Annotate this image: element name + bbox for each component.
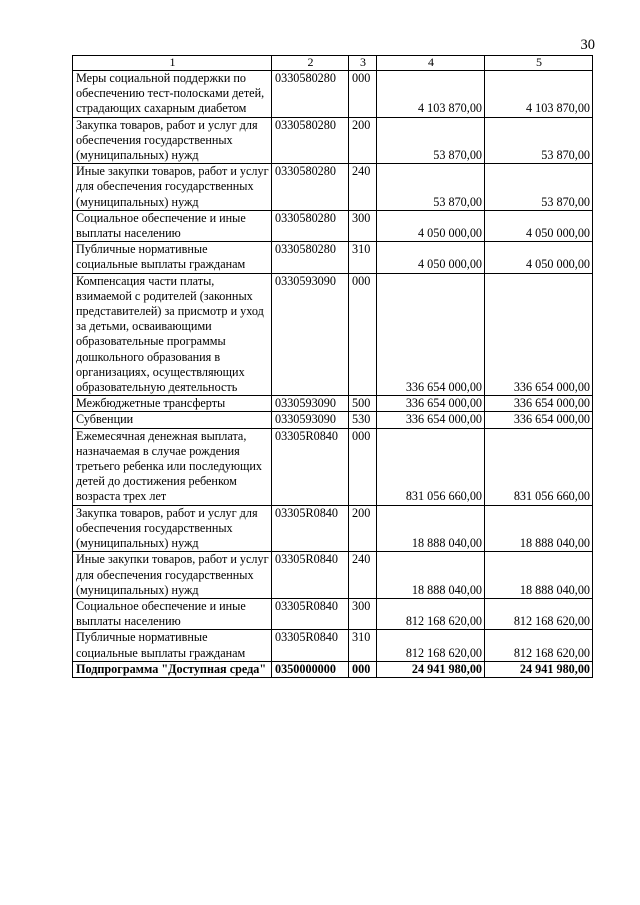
- row-code-cell: 0330593090: [272, 273, 349, 396]
- row-type-cell: 300: [349, 210, 377, 241]
- row-code-cell: 0330593090: [272, 396, 349, 412]
- row-sum-2-cell: 53 870,00: [485, 117, 593, 164]
- row-type-cell: 000: [349, 273, 377, 396]
- row-name-cell: Социальное обеспечение и иные выплаты населению: [73, 598, 272, 629]
- row-code-cell: 0330580280: [272, 164, 349, 211]
- table-body: [73, 71, 593, 678]
- row-code-cell: 0350000000: [272, 661, 349, 677]
- row-name-cell: Межбюджетные трансферты: [73, 396, 272, 412]
- header-col-1: 1: [73, 56, 272, 71]
- table-row: [73, 598, 593, 629]
- row-name-cell: Меры социальной поддержки по обеспечению тест-полосками детей, страдающих сахарным диабетом: [73, 71, 272, 118]
- row-sum-2-cell: 831 056 660,00: [485, 428, 593, 505]
- row-sum-1-cell: 53 870,00: [377, 117, 485, 164]
- row-sum-1-cell: 812 168 620,00: [377, 630, 485, 661]
- page-number: 30: [580, 37, 595, 53]
- table-row: [73, 164, 593, 211]
- row-sum-1-cell: 831 056 660,00: [377, 428, 485, 505]
- row-name-cell: Публичные нормативные социальные выплаты гражданам: [73, 630, 272, 661]
- table-header-row: [73, 56, 593, 71]
- row-type-cell: 310: [349, 630, 377, 661]
- row-sum-2-cell: 4 103 870,00: [485, 71, 593, 118]
- row-name-cell: Иные закупки товаров, работ и услуг для обеспечения государственных (муниципальных) нужд: [73, 164, 272, 211]
- row-sum-2-cell: 24 941 980,00: [485, 661, 593, 677]
- row-type-cell: 300: [349, 598, 377, 629]
- table-row: [73, 661, 593, 677]
- row-type-cell: 240: [349, 552, 377, 599]
- header-col-3: 3: [349, 56, 377, 71]
- row-name-cell: Подпрограмма "Доступная среда": [73, 661, 272, 677]
- row-sum-1-cell: 4 050 000,00: [377, 210, 485, 241]
- row-type-cell: 200: [349, 505, 377, 552]
- table-row: [73, 552, 593, 599]
- row-sum-2-cell: 336 654 000,00: [485, 396, 593, 412]
- row-type-cell: 000: [349, 661, 377, 677]
- header-col-5: 5: [485, 56, 593, 71]
- row-sum-2-cell: 18 888 040,00: [485, 552, 593, 599]
- row-code-cell: 0330580280: [272, 210, 349, 241]
- row-name-cell: Публичные нормативные социальные выплаты гражданам: [73, 242, 272, 273]
- row-sum-1-cell: 336 654 000,00: [377, 273, 485, 396]
- header-col-2: 2: [272, 56, 349, 71]
- row-sum-1-cell: 336 654 000,00: [377, 412, 485, 428]
- row-sum-1-cell: 18 888 040,00: [377, 552, 485, 599]
- row-sum-2-cell: 53 870,00: [485, 164, 593, 211]
- table-row: [73, 117, 593, 164]
- row-name-cell: Компенсация части платы, взимаемой с родителей (законных представителей) за присмотр и уход за детьми, осваивающими образовательные программы дошкольного образования в организациях, осуществляющих образовательную деятельность: [73, 273, 272, 396]
- row-sum-2-cell: 336 654 000,00: [485, 273, 593, 396]
- row-sum-1-cell: 18 888 040,00: [377, 505, 485, 552]
- row-name-cell: Субвенции: [73, 412, 272, 428]
- budget-table: [72, 55, 593, 678]
- table-row: [73, 505, 593, 552]
- row-name-cell: Закупка товаров, работ и услуг для обеспечения государственных (муниципальных) нужд: [73, 505, 272, 552]
- row-code-cell: 0330580280: [272, 71, 349, 118]
- table-row: [73, 396, 593, 412]
- table-row: [73, 210, 593, 241]
- row-sum-2-cell: 4 050 000,00: [485, 210, 593, 241]
- table-row: [73, 428, 593, 505]
- row-type-cell: 530: [349, 412, 377, 428]
- row-sum-1-cell: 53 870,00: [377, 164, 485, 211]
- row-code-cell: 03305R0840: [272, 630, 349, 661]
- row-sum-1-cell: 4 050 000,00: [377, 242, 485, 273]
- row-name-cell: Социальное обеспечение и иные выплаты населению: [73, 210, 272, 241]
- row-sum-2-cell: 4 050 000,00: [485, 242, 593, 273]
- row-sum-2-cell: 18 888 040,00: [485, 505, 593, 552]
- row-sum-1-cell: 812 168 620,00: [377, 598, 485, 629]
- row-code-cell: 03305R0840: [272, 552, 349, 599]
- row-name-cell: Закупка товаров, работ и услуг для обеспечения государственных (муниципальных) нужд: [73, 117, 272, 164]
- header-col-4: 4: [377, 56, 485, 71]
- row-sum-1-cell: 24 941 980,00: [377, 661, 485, 677]
- row-code-cell: 0330593090: [272, 412, 349, 428]
- table-row: [73, 71, 593, 118]
- row-code-cell: 0330580280: [272, 117, 349, 164]
- table-row: [73, 412, 593, 428]
- row-type-cell: 240: [349, 164, 377, 211]
- table-row: [73, 273, 593, 396]
- row-code-cell: 03305R0840: [272, 505, 349, 552]
- row-sum-2-cell: 336 654 000,00: [485, 412, 593, 428]
- table-row: [73, 242, 593, 273]
- row-type-cell: 000: [349, 71, 377, 118]
- row-type-cell: 200: [349, 117, 377, 164]
- row-type-cell: 500: [349, 396, 377, 412]
- row-code-cell: 0330580280: [272, 242, 349, 273]
- row-name-cell: Ежемесячная денежная выплата, назначаемая в случае рождения третьего ребенка или последующих детей до достижения ребенком возраста трех лет: [73, 428, 272, 505]
- row-name-cell: Иные закупки товаров, работ и услуг для обеспечения государственных (муниципальных) нужд: [73, 552, 272, 599]
- row-code-cell: 03305R0840: [272, 428, 349, 505]
- row-type-cell: 310: [349, 242, 377, 273]
- row-code-cell: 03305R0840: [272, 598, 349, 629]
- row-sum-1-cell: 336 654 000,00: [377, 396, 485, 412]
- row-sum-1-cell: 4 103 870,00: [377, 71, 485, 118]
- row-sum-2-cell: 812 168 620,00: [485, 630, 593, 661]
- row-type-cell: 000: [349, 428, 377, 505]
- table-row: [73, 630, 593, 661]
- row-sum-2-cell: 812 168 620,00: [485, 598, 593, 629]
